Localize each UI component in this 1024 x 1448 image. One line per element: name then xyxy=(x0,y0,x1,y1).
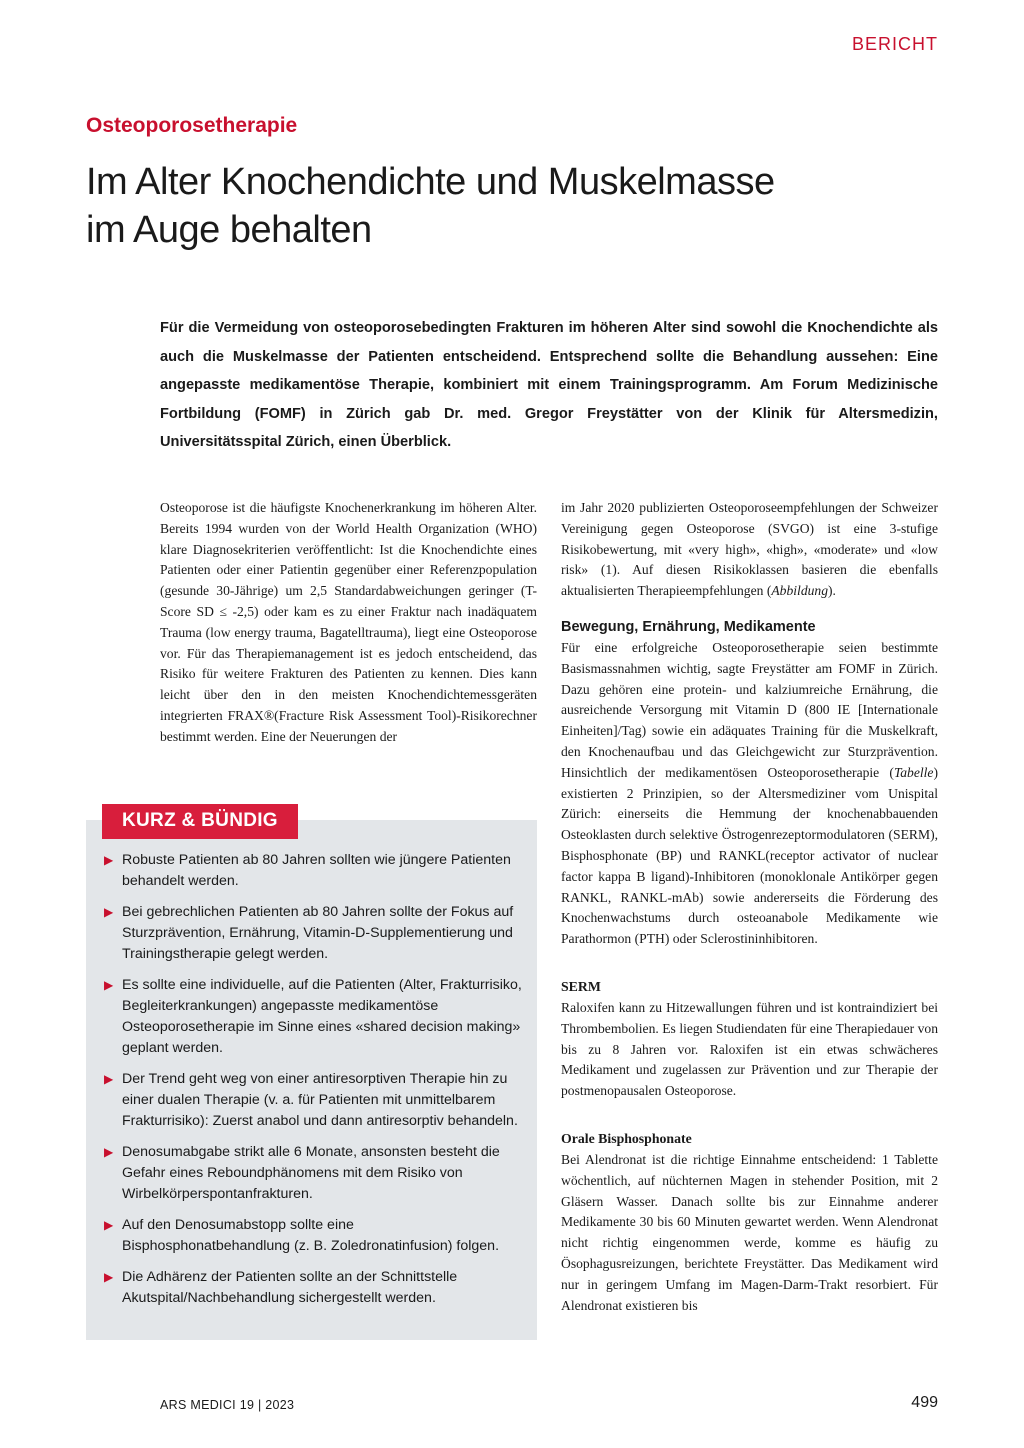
body-column-right xyxy=(561,498,938,1316)
body-paragraph: Osteoporose ist die häufigste Knochenerkrankung im höheren Alter. Bereits 1994 wurden von der World Health Organization (WHO) klare Diagnosekriterien veröffentlicht: Ist die Knochendichte eines Patienten oder einer Patientin gegenüber einer Referenzpopulation (gesunde 30-Jährige) um 2,5 Standardabweichungen geringer (T-Score SD ≤ -2,5) oder kam es zu einer Fraktur nach inadäquatem Trauma (low energy trauma, Bagatelltrauma), liegt eine Osteoporose vor. Für das Therapiemanagement ist es jedoch entscheidend, das Risiko für weitere Frakturen des Patienten zu kennen. Dies kann leicht über den in den meisten Knochendichtemessgeräten integrierten FRAX®(Fracture Risk Assessment Tool)-Risikorechner bestimmt werden. Eine der Neuerungen der xyxy=(160,500,537,744)
article-headline xyxy=(86,158,946,254)
summary-item xyxy=(104,1069,524,1132)
summary-item-text: Bei gebrechlichen Patienten ab 80 Jahren sollte der Fokus auf Sturzprävention, Ernährung, Vitamin-D-Supplementierung und Trainingstherapie gelegt werden. xyxy=(122,904,514,962)
summary-item xyxy=(104,975,524,1059)
summary-item xyxy=(104,1267,524,1309)
body-text: ). xyxy=(828,583,836,599)
summary-item xyxy=(104,1142,524,1205)
summary-list xyxy=(104,850,524,1319)
subheading-serm: SERM xyxy=(561,978,601,994)
page-number: 499 xyxy=(911,1394,938,1411)
body-paragraph xyxy=(561,638,938,950)
subheading-bisphosphonate: Orale Bisphosphonate xyxy=(561,1130,692,1146)
triangle-bullet-icon: ▶ xyxy=(104,978,114,992)
summary-item xyxy=(104,850,524,892)
summary-item-text: Die Adhärenz der Patienten sollte an der Schnittstelle Akutspital/Nachbehandlung sichergestellt werden. xyxy=(122,1269,458,1306)
article-lead: Für die Vermeidung von osteoporosebedingten Frakturen im höheren Alter sind sowohl die Knochendichte als auch die Muskelmasse der Patienten entscheidend. Entsprechend sollte die Behandlung aussehen: Eine angepasste medikamentöse Therapie, kombiniert mit einem Trainingsprogramm. Am Forum Medizinische Fortbildung (FOMF) in Zürich gab Dr. med. Gregor Freystätter von der Klinik für Altersmedizin, Universitätsspital Zürich, einen Überblick. xyxy=(160,320,938,450)
headline-line-1: Im Alter Knochendichte und Muskelmasse xyxy=(86,161,775,203)
summary-box-title: KURZ & BÜNDIG xyxy=(102,804,298,839)
triangle-bullet-icon: ▶ xyxy=(104,1218,114,1232)
figure-reference: Abbildung xyxy=(771,583,829,599)
summary-item-text: Der Trend geht weg von einer antiresorptiven Therapie hin zu einer dualen Therapie (v. a. für Patienten mit unmittelbarem Frakturrisiko): Zuerst anabol und dann antiresorptiv behandeln. xyxy=(122,1071,518,1129)
summary-item-text: Denosumabgabe strikt alle 6 Monate, ansonsten besteht die Gefahr eines Reboundphänomens mit dem Risiko von Wirbelkörperspontanfrakturen. xyxy=(122,1144,500,1202)
triangle-bullet-icon: ▶ xyxy=(104,905,114,919)
body-paragraph xyxy=(561,498,938,602)
body-column-left xyxy=(160,498,537,748)
triangle-bullet-icon: ▶ xyxy=(104,1072,114,1086)
triangle-bullet-icon: ▶ xyxy=(104,1145,114,1159)
triangle-bullet-icon: ▶ xyxy=(104,1270,114,1284)
body-text: ) existierten 2 Prinzipien, so der Altersmediziner vom Unispital Zürich: einerseits die Hemmung der knochenabbauenden Osteoklasten durch selektive Östrogenrezeptormodulatoren (SERM), Bisphosphonate (BP) und RANKL(receptor activator of nuclear factor kappa B ligand)-Inhibitoren (monoklonale Antikörper gegen RANKL, RANKL-mAb) sowie andererseits die Förderung des Knochenwachstums durch osteoanabole Medikamente wie Parathormon (PTH) oder Sclerostininhibitoren. xyxy=(561,764,938,947)
journal-footer: ARS MEDICI 19 | 2023 xyxy=(160,1398,295,1412)
body-text: im Jahr 2020 publizierten Osteoporoseempfehlungen der Schweizer Vereinigung gegen Osteoporose (SVGO) ist eine 3-stufige Risikobewertung, mit «very high», «high», «moderate» und «low risk» (1). Auf diesen Risikoklassen basieren die ebenfalls aktualisierten Therapieempfehlungen ( xyxy=(561,500,938,599)
body-text: Für eine erfolgreiche Osteoporosetherapie seien bestimmte Basismassnahmen wichtig, sagte Freystätter am FOMF in Zürich. Dazu gehören eine protein- und kalziumreiche Ernährung, die ausreichende Versorgung mit Vitamin D (800 IE [Internationale Einheiten]/Tag) sowie ein adäquates Training für die Muskelkraft, den Knochenaufbau und das Gleichgewicht zur Sturzprävention. Hinsichtlich der medikamentösen Osteoporosetherapie ( xyxy=(561,639,938,780)
summary-item xyxy=(104,902,524,965)
headline-line-2: im Auge behalten xyxy=(86,209,372,251)
body-paragraph: Raloxifen kann zu Hitzewallungen führen und ist kontraindiziert bei Thrombembolien. Es liegen Studiendaten für eine Therapiedauer von bis zu 8 Jahren vor. Raloxifen ist ein etwas schwächeres Medikament und zugelassen zur Prävention und zur Therapie der postmenopausalen Osteoporose. xyxy=(561,999,938,1099)
summary-item-text: Es sollte eine individuelle, auf die Patienten (Alter, Frakturrisiko, Begleiterkrankungen) angepasste medikamentöse Osteoporosetherapie im Sinne eines «shared decision making» geplant werden. xyxy=(122,977,522,1056)
summary-item-text: Robuste Patienten ab 80 Jahren sollten wie jüngere Patienten behandelt werden. xyxy=(122,852,511,889)
triangle-bullet-icon: ▶ xyxy=(104,853,114,867)
subheading-bewegung: Bewegung, Ernährung, Medikamente xyxy=(561,618,816,635)
table-reference: Tabelle xyxy=(893,764,934,780)
body-paragraph: Bei Alendronat ist die richtige Einnahme entscheidend: 1 Tablette wöchentlich, auf nüchternen Magen in stehender Position, mit 2 Gläsern Wasser. Danach sollte bis zur Einnahme anderer Medikamente 30 bis 60 Minuten gewartet werden. Wenn Alendronat nicht richtig eingenommen werde, komme es häufig zu Ösophagusreizungen, berichtete Freystätter. Das Medikament wird nur in geringem Umfang im Magen-Darm-Trakt resorbiert. Für Alendronat existieren bis xyxy=(561,1151,938,1313)
summary-item xyxy=(104,1215,524,1257)
summary-item-text: Auf den Denosumabstopp sollte eine Bisphosphonatbehandlung (z. B. Zoledronatinfusion) folgen. xyxy=(122,1217,500,1254)
article-kicker: Osteoporosetherapie xyxy=(86,114,298,137)
section-label: BERICHT xyxy=(851,34,938,54)
